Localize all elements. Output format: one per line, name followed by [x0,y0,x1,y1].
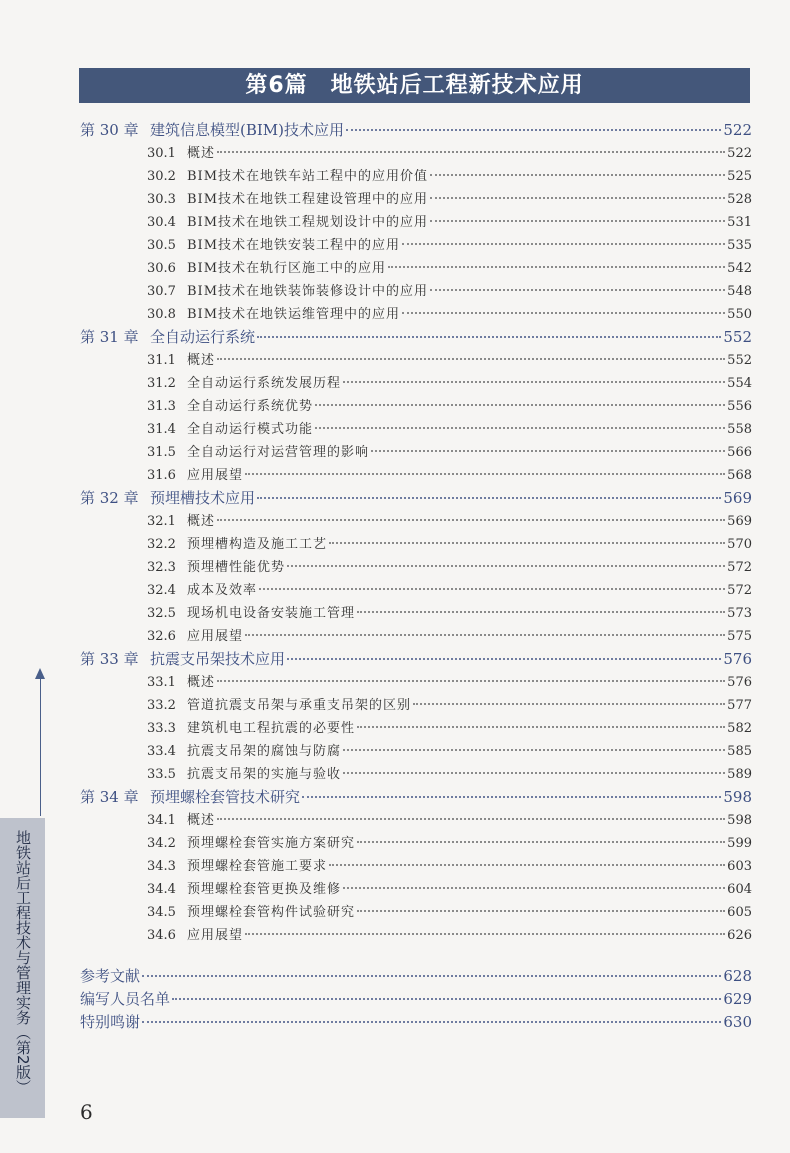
section-number: 34.4 [147,882,176,897]
back-matter-page: 628 [723,967,752,985]
chapter-page: 552 [723,328,752,346]
section-page: 556 [727,399,752,414]
section-entry[interactable] [80,303,752,326]
section-title: 概述 [187,146,216,161]
section-page: 522 [727,146,752,161]
dot-leader [402,243,725,245]
back-matter-title: 编写人员名单 [80,990,171,1008]
section-title: BIM技术在地铁工程规划设计中的应用 [187,215,428,230]
dot-leader [257,497,721,499]
dot-leader [346,129,721,131]
section-number: 30.7 [147,284,176,299]
section-page: 603 [727,859,752,874]
section-title: 抗震支吊架的实施与验收 [187,767,342,782]
back-matter-title: 特别鸣谢 [80,1013,141,1031]
chapter-number: 第 33 章 [80,650,139,668]
section-number: 33.2 [147,698,176,713]
chapter-page: 569 [723,489,752,507]
chapter-entry[interactable] [80,119,752,142]
section-page: 575 [727,629,752,644]
section-title: 应用展望 [187,629,244,644]
section-title: 概述 [187,514,216,529]
dot-leader [259,588,725,590]
section-title: BIM技术在地铁装饰装修设计中的应用 [187,284,428,299]
section-number: 32.6 [147,629,176,644]
section-page: 566 [727,445,752,460]
section-page: 585 [727,744,752,759]
section-number: 30.5 [147,238,176,253]
section-number: 34.2 [147,836,176,851]
section-entry[interactable] [80,142,752,165]
back-matter-page: 630 [723,1013,752,1031]
section-page: 604 [727,882,752,897]
section-title: 预埋螺栓套管实施方案研究 [187,836,356,851]
section-title: 管道抗震支吊架与承重支吊架的区别 [187,698,412,713]
section-page: 626 [727,928,752,943]
dot-leader [287,565,725,567]
chapter-number: 第 34 章 [80,788,139,806]
section-entry[interactable] [80,832,752,855]
chapter-number: 第 31 章 [80,328,139,346]
section-entry[interactable] [80,395,752,418]
section-entry[interactable] [80,809,752,832]
section-entry[interactable] [80,855,752,878]
dot-leader [413,703,725,705]
section-number: 32.4 [147,583,176,598]
section-title: 现场机电设备安装施工管理 [187,606,356,621]
section-entry[interactable] [80,165,752,188]
back-matter-entry[interactable] [80,965,752,988]
dot-leader [257,336,721,338]
section-page: 577 [727,698,752,713]
section-title: 应用展望 [187,928,244,943]
spacer [80,947,752,965]
section-title: 成本及效率 [187,583,258,598]
section-number: 34.3 [147,859,176,874]
dot-leader [343,381,725,383]
section-page: 548 [727,284,752,299]
section-entry[interactable] [80,740,752,763]
section-title: BIM技术在地铁运维管理中的应用 [187,307,400,322]
book-title-vertical: 地铁站后工程技术与管理实务（第2版） [14,830,32,1095]
side-arrow-line [40,678,41,816]
section-entry[interactable] [80,211,752,234]
dot-leader [329,864,725,866]
chapter-page: 576 [723,650,752,668]
dot-leader [430,220,725,222]
dot-leader [357,726,725,728]
section-entry[interactable] [80,556,752,579]
dot-leader [357,910,725,912]
section-page: 531 [727,215,752,230]
dot-leader [315,404,725,406]
section-page: 572 [727,560,752,575]
dot-leader [245,933,725,935]
section-number: 31.3 [147,399,176,414]
section-number: 33.3 [147,721,176,736]
dot-leader [343,887,725,889]
chapter-entry[interactable] [80,326,752,349]
section-page: 599 [727,836,752,851]
section-entry[interactable] [80,694,752,717]
section-title: BIM技术在地铁车站工程中的应用价值 [187,169,428,184]
section-number: 34.1 [147,813,176,828]
section-page: 554 [727,376,752,391]
section-entry[interactable] [80,257,752,280]
dot-leader [217,818,725,820]
section-number: 31.5 [147,445,176,460]
section-title: 预埋槽性能优势 [187,560,286,575]
section-number: 30.2 [147,169,176,184]
chapter-number: 第 30 章 [80,121,139,139]
back-matter-entry[interactable] [80,1011,752,1034]
section-title: 预埋螺栓套管构件试验研究 [187,905,356,920]
chapter-page: 522 [723,121,752,139]
section-title: 概述 [187,675,216,690]
chapter-title: 预埋槽技术应用 [150,489,256,507]
section-title: 预埋螺栓套管施工要求 [187,859,328,874]
section-number: 30.3 [147,192,176,207]
section-number: 30.1 [147,146,176,161]
section-entry[interactable] [80,901,752,924]
section-entry[interactable] [80,441,752,464]
section-page: 528 [727,192,752,207]
section-title: 概述 [187,813,216,828]
section-page: 570 [727,537,752,552]
section-page: 569 [727,514,752,529]
dot-leader [217,151,725,153]
section-title: 预埋槽构造及施工工艺 [187,537,328,552]
section-number: 30.4 [147,215,176,230]
section-number: 34.6 [147,928,176,943]
section-number: 32.2 [147,537,176,552]
dot-leader [245,634,725,636]
section-entry[interactable] [80,878,752,901]
section-page: 550 [727,307,752,322]
dot-leader [217,680,725,682]
section-title: 全自动运行模式功能 [187,422,314,437]
chapter-title: 全自动运行系统 [150,328,256,346]
dot-leader [388,266,725,268]
section-entry[interactable] [80,188,752,211]
dot-leader [172,998,721,1000]
section-number: 33.4 [147,744,176,759]
dot-leader [430,289,725,291]
section-title: BIM技术在地铁安装工程中的应用 [187,238,400,253]
back-matter-entry[interactable] [80,988,752,1011]
section-page: 568 [727,468,752,483]
section-title: 建筑机电工程抗震的必要性 [187,721,356,736]
section-number: 33.1 [147,675,176,690]
chapter-title: 预埋螺栓套管技术研究 [150,788,301,806]
section-page: 535 [727,238,752,253]
section-title: 全自动运行系统优势 [187,399,314,414]
section-page: 552 [727,353,752,368]
chapter-entry[interactable] [80,487,752,510]
section-page: 605 [727,905,752,920]
back-matter-page: 629 [723,990,752,1008]
section-entry[interactable] [80,418,752,441]
dot-leader [357,611,725,613]
section-entry[interactable] [80,464,752,487]
section-page: 576 [727,675,752,690]
chapter-page: 598 [723,788,752,806]
section-title: BIM技术在轨行区施工中的应用 [187,261,386,276]
section-page: 582 [727,721,752,736]
section-page: 573 [727,606,752,621]
section-title: BIM技术在地铁工程建设管理中的应用 [187,192,428,207]
dot-leader [315,427,725,429]
section-page: 525 [727,169,752,184]
section-entry[interactable] [80,763,752,786]
dot-leader [142,1021,721,1023]
dot-leader [142,975,721,977]
dot-leader [357,841,725,843]
chapter-number: 第 32 章 [80,489,139,507]
section-number: 32.5 [147,606,176,621]
section-page: 558 [727,422,752,437]
section-number: 31.4 [147,422,176,437]
section-entry[interactable] [80,349,752,372]
side-tab [0,818,45,1118]
section-entry[interactable] [80,717,752,740]
section-number: 32.3 [147,560,176,575]
section-entry[interactable] [80,234,752,257]
section-number: 30.6 [147,261,176,276]
dot-leader [430,174,725,176]
dot-leader [402,312,725,314]
section-page: 598 [727,813,752,828]
section-number: 31.6 [147,468,176,483]
section-title: 全自动运行系统发展历程 [187,376,342,391]
section-entry[interactable] [80,602,752,625]
section-page: 589 [727,767,752,782]
dot-leader [343,772,725,774]
section-number: 33.5 [147,767,176,782]
dot-leader [245,473,725,475]
table-of-contents [80,119,752,1034]
section-page: 542 [727,261,752,276]
chapter-title: 建筑信息模型(BIM)技术应用 [150,121,345,139]
dot-leader [217,358,725,360]
section-entry[interactable] [80,625,752,648]
section-title: 全自动运行对运营管理的影响 [187,445,370,460]
section-title: 应用展望 [187,468,244,483]
page-number: 6 [80,1100,93,1124]
chapter-entry[interactable] [80,786,752,809]
part-title-banner: 第6篇 地铁站后工程新技术应用 [79,68,750,103]
dot-leader [329,542,725,544]
section-page: 572 [727,583,752,598]
section-title: 预埋螺栓套管更换及维修 [187,882,342,897]
section-title: 概述 [187,353,216,368]
section-number: 34.5 [147,905,176,920]
section-entry[interactable] [80,671,752,694]
section-number: 31.2 [147,376,176,391]
section-entry[interactable] [80,924,752,947]
section-entry[interactable] [80,280,752,303]
dot-leader [343,749,725,751]
dot-leader [287,658,721,660]
section-entry[interactable] [80,510,752,533]
chapter-entry[interactable] [80,648,752,671]
dot-leader [217,519,725,521]
section-number: 30.8 [147,307,176,322]
back-matter-title: 参考文献 [80,967,141,985]
section-title: 抗震支吊架的腐蚀与防腐 [187,744,342,759]
section-entry[interactable] [80,579,752,602]
dot-leader [371,450,725,452]
chapter-title: 抗震支吊架技术应用 [150,650,286,668]
section-entry[interactable] [80,372,752,395]
section-number: 32.1 [147,514,176,529]
dot-leader [302,796,721,798]
dot-leader [430,197,725,199]
section-number: 31.1 [147,353,176,368]
section-entry[interactable] [80,533,752,556]
